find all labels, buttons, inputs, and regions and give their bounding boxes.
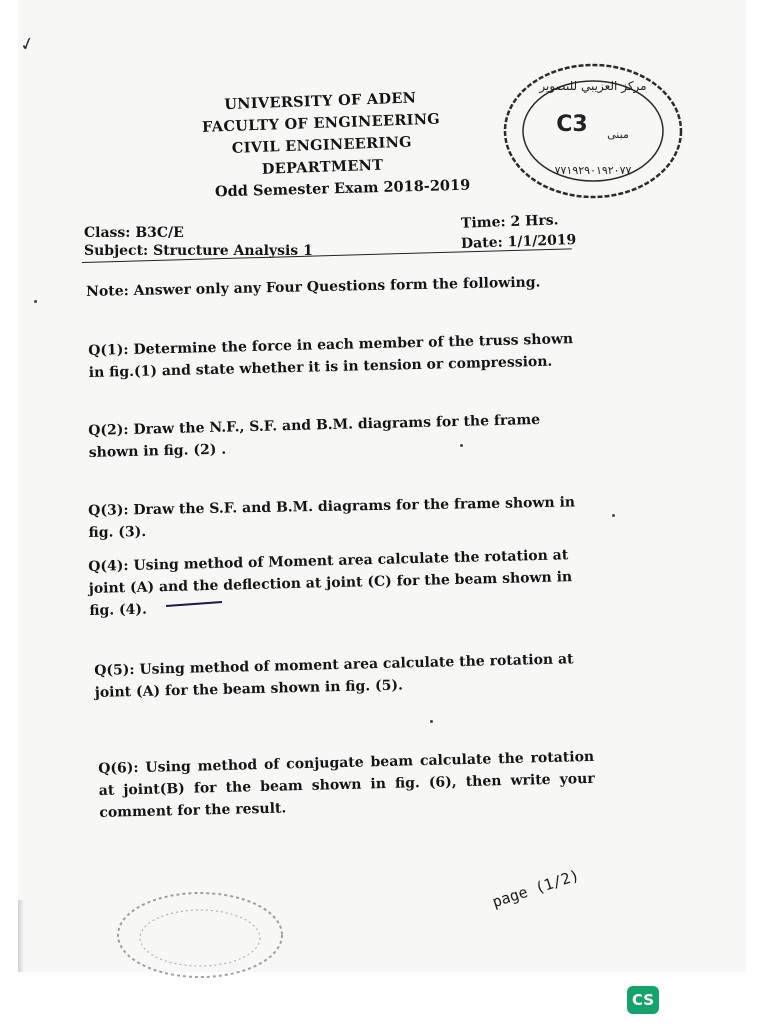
department-name: CIVIL ENGINEERING DEPARTMENT [231,133,413,178]
faculty-name: FACULTY OF ENGINEERING [201,110,441,136]
exam-title: Odd Semester Exam 2018-2019 [214,176,471,201]
date-label: Date: 1/1/2019 [460,231,577,253]
question-2: Q(2): Draw the N.F., S.F. and B.M. diagrams for the frame shown in fig. (2) . [88,411,541,461]
stamp-arabic-text: مركز العزيبي للتصوير [539,79,647,93]
scan-speck [430,720,433,723]
pen-mark: ✓ [17,32,38,57]
scan-speck [34,300,37,303]
camscanner-logo: CS [627,986,659,1014]
question-5: Q(5): Using method of moment area calculate the rotation at joint (A) for the beam shown in fig. (5). [94,651,574,701]
stamp-code: C3 [556,112,588,137]
question-6: Q(6): Using method of conjugate beam calculate the rotation at joint(B) for the beam shown in fig. (6), then write your comment for the result. [98,748,595,821]
shop-stamp [498,56,688,206]
subject-label: Subject: Structure Analysis 1 [84,243,313,259]
scan-speck [460,444,463,447]
scan-speck [612,514,615,517]
faded-stamp [110,880,290,980]
question-3: Q(3): Draw the S.F. and B.M. diagrams for the frame shown in fig. (3). [88,494,576,541]
university-name: UNIVERSITY OF ADEN [224,89,417,114]
handwritten-page-number: page (1/2) [490,866,582,912]
document-header [170,86,473,184]
class-label: Class: B3C/E [84,225,184,241]
stamp-arabic-sub: مبنى [607,128,629,141]
paper-edge-shadow [18,900,24,972]
time-label: Time: 2 Hrs. [460,212,559,232]
exam-note: Note: Answer only any Four Questions form the following. [86,274,541,300]
question-1: Q(1): Determine the force in each member of the truss shown in fig.(1) and state whether it is in tension or compression. [88,331,574,381]
stamp-phone: ٧٧١٩٢٩٠١٩٢٠٧٧ [554,164,632,177]
question-4: Q(4): Using method of Moment area calculate the rotation at joint (A) and the deflection at joint (C) for the beam shown in fig. (4). [88,547,573,619]
